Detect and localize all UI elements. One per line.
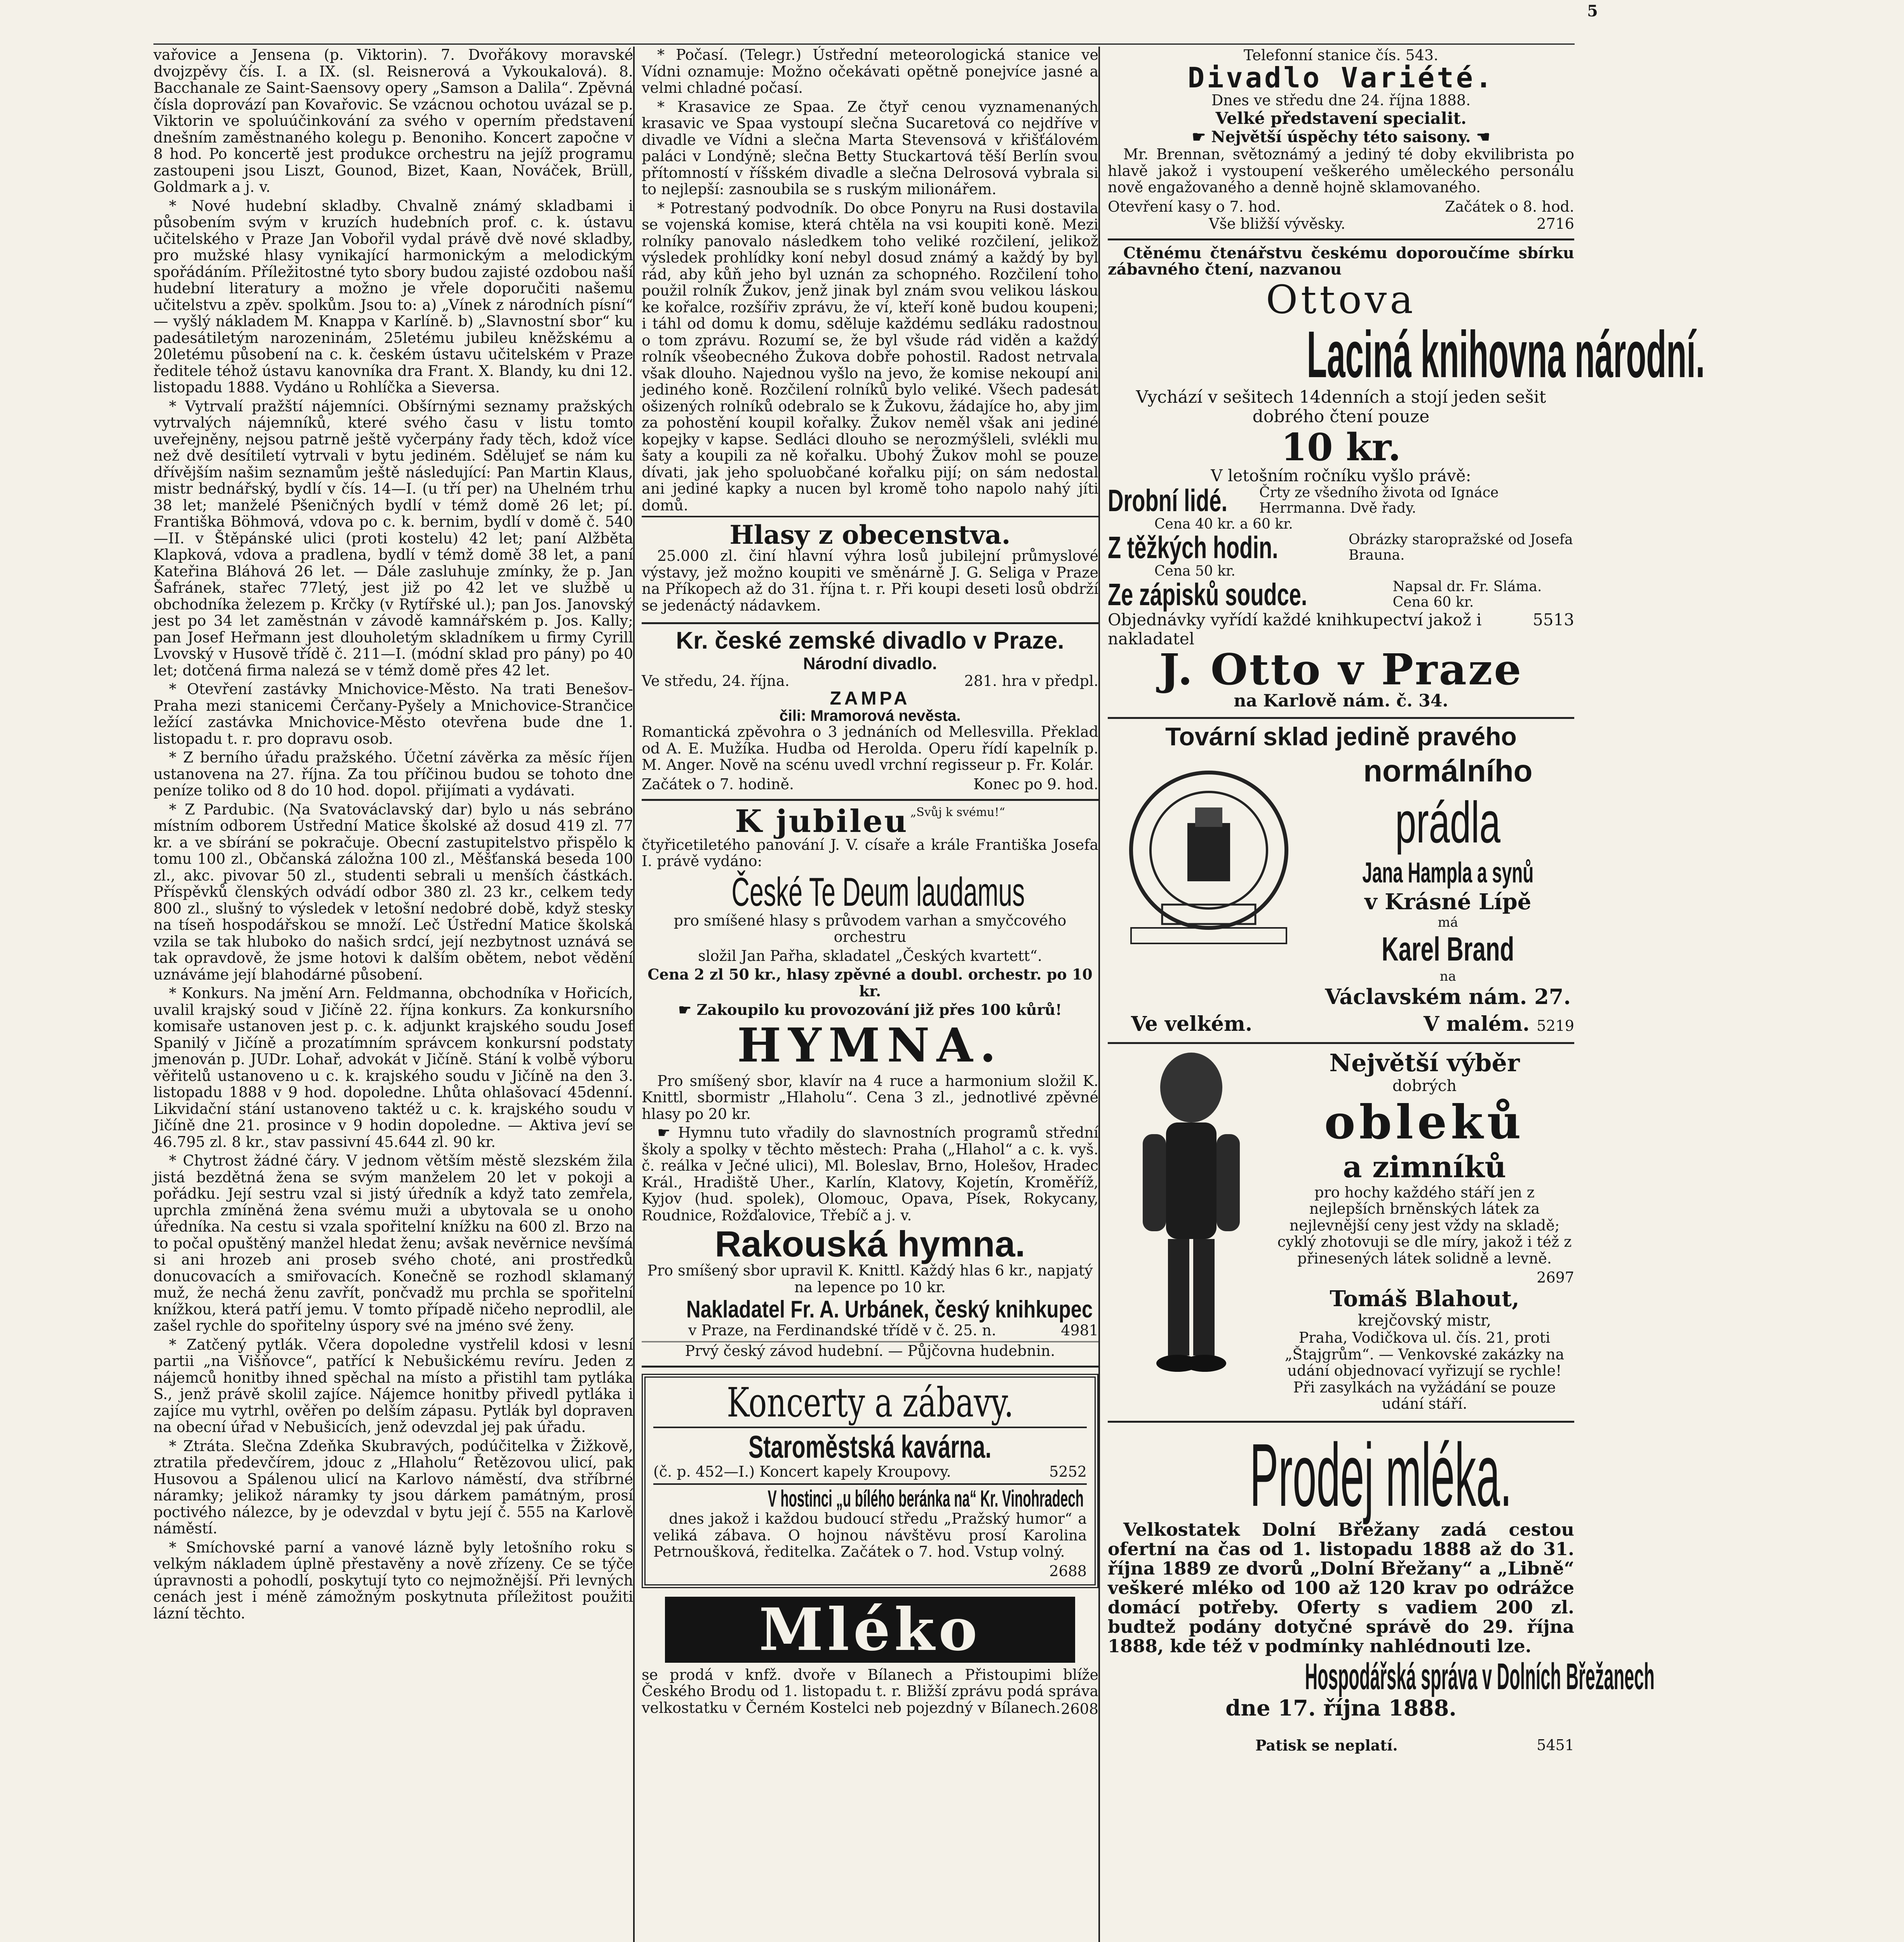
ottova-title <box>1108 317 1705 392</box>
pradlo-pradla <box>1310 789 1586 856</box>
boy-figure-icon <box>1108 1049 1275 1390</box>
article-paragraph: * Z berního úřadu pražského. Účetní závěrka za měsíc říjen ustanovena na 27. října. Za tou příčinou budou se tohoto dne peníze toliko od 8 do 10 hod. dopol. přijímati a vydávati. <box>153 749 633 799</box>
variete-start: Začátek o 8. hod. <box>1445 198 1574 215</box>
variete-phone: Telefonní stanice čís. 543. <box>1243 47 1439 64</box>
kavarna-text: (č. p. 452—I.) Koncert kapely Kroupovy. <box>653 1463 951 1480</box>
variete-success <box>1108 128 1574 146</box>
article-paragraph: vařovice a Jensena (p. Viktorin). 7. Dvořákovy moravské dvojzpěvy čís. I. a IX. (sl. Reisnerová a Vykoukalová). 8. Bacchanale ze Saint-Saensovy opery „Samson a Dalila“. Zpěvná čísla doprovází pan Kovařovic. Se vzácnou ochotou uvázal se p. Viktorin ve spoluúčinkování za svého v operním představení dnešním zaměstnaného kolegu p. Benoniho. Koncert započne v 8 hod. Po koncertě jest produkce orchestru na jejíž programu zastoupeni jsou Liszt, Gounod, Bizet, Kaan, Nováček, Brüll, Goldmark a j. v. <box>153 46 633 195</box>
mleko-title: Mléko <box>759 1595 982 1664</box>
news-swindler: * Potrestaný podvodník. Do obce Ponyru na Rusi dostavila se vojenská komise, která chtěla na vsi koupiti koně. Mezi rolníky panovalo následkem toho veliké rozčilení, jelikož výsledek prohlídky koní nebyl dosud známý a každý by byl rád, aby kůň jeho byl uznán za schopného. Rozčilení toho použil rolník Žukov, jenž jinak byl znám svou velikou láskou ke kořalce, rozšířiv zprávu, že ví, kteří koně budou koupeni; i táhl od domu k domu, sděluje každému sedláku radostnou o tom zprávu. Rozumí se, že byl všude rád viděn a každý rolník všeobecného Žukova dobře pohostil. Radost netrvala však dlouho. Najednou vyšlo na jevo, že komise nekoupí ani jediného koně. Rozčilení rolníků bylo veliké. Všech padesát ošizených rolníků odebralo se k Žukovu, žádajíce ho, aby jim za pohostění koupil kořalky. Žukov neměl však ani jediné kopejky v kapse. Sedláci dlouho se nerozmýšleli, svlékli mu šaty a koupili za ně kořalku. Ubohý Žukov mohl se pouze dívati, jak jeho spoluobčané kořalku pijí; on sám nedostal ani jediné kapky a nucen byl kromě toho napolo nahý jíti domů. <box>642 199 1098 514</box>
theatre-play-alt: čili: Mramorová nevěsta. <box>779 707 961 724</box>
jubileum-bought <box>642 1002 1098 1018</box>
theatre-ad <box>642 624 1098 801</box>
hand-icon: ☚ <box>1471 128 1490 146</box>
variete-text: Mr. Brennan, světoznámý a jediný té doby ekvilibrista po hlavě jakož i vystoupení veškerého uměleckého personálu nově engažovaného a denně hojně sklamovaného. <box>1108 146 1574 196</box>
obleku-name: Tomáš Blahout, <box>1330 1286 1519 1312</box>
koncerty-title <box>653 1379 1087 1426</box>
obleku-zim: a zimníků <box>1343 1149 1506 1184</box>
ottova-title-text: Laciná knihovna národní. <box>1307 317 1705 392</box>
ottova-book-3 <box>1108 579 1574 610</box>
prodej-date: dne 17. října 1888. <box>1225 1695 1457 1721</box>
mleko-ad <box>642 1594 1098 1718</box>
pradlo-malem: V malém. <box>1424 1012 1530 1036</box>
article-paragraph: * Nové hudební skladby. Chvalně známý skladbami i působením svým v kruzích hudebních prof. c. k. ústavu učitelského v Praze Jan Vobořil vydal právě dvě nové skladby, pro mužské hlasy vynikající harmonickým a melodickým spořádáním. Příležitostné tyto sbory budou zajisté ozdobou naší hudební literatury a možno je vřele doporučiti našemu učitelstvu a zpěv. spolkům. Jsou to: a) „Vínek z národních písní“ — vyšlý nákladem M. Knappa v Karlíně. b) „Slavnostní sbor“ ku padesátiletým narozeninám, 25letému jubileu kněžskému a 20letému působení na c. k. českém ústavu učitelském v Praze ředitele téhož ústavu kanovníka dra Frant. X. Blandy, ku dni 12. listopadu 1888. Vydáno u Rohlíčka a Sieversa. <box>153 197 633 396</box>
urbanek-name: Nakladatel Fr. A. Urbánek, český knihkupec <box>686 1296 1093 1323</box>
urbanek-publisher <box>642 1298 1098 1322</box>
pradlo-bottom-row <box>1108 1012 1574 1036</box>
prodej-sprava-text: Hospodářská správa v Dolních Břežanech <box>1305 1655 1655 1697</box>
ottova-num: 5513 <box>1533 610 1574 629</box>
top-rule <box>153 44 1575 45</box>
theatre-subtitle: Národní divadlo. <box>803 654 937 673</box>
ottova-ad <box>1108 240 1705 719</box>
prodej-num: 5451 <box>1537 1736 1574 1754</box>
obleku-big: obleků <box>1324 1095 1525 1150</box>
variete-special: Velké představení specialit. <box>1215 109 1467 128</box>
pradlo-pradla-text: prádla <box>1395 789 1501 855</box>
article-paragraph: * Ztráta. Slečna Zdeňka Skubravých, podúčitelka v Žižkově, ztratila předevčírem, jdouc z „Hlaholu“ Řetězovou ulicí, pak Husovou a Spálenou ulicí na Karlovo náměstí, dva stříbrné náramky; jelikož náramky ty jsou dárkem památným, prosí poctivého nálezce, by je odevzdal v bytu její č. 555 na Karlově náměstí. <box>153 1437 633 1537</box>
news-beauties: * Krasavice ze Spaa. Ze čtyř cenou vyznamenaných krasavic ve Spaa vystoupí slečna Sucaretová co nejdříve v divadle ve Vídni a slečna Marta Stevensová v křišťálovém paláci v Londýně; slečna Betty Stuckartová těší Berlín svou přítomností v říšském divadle a slečna Delrosová vybrala si to nejlepší: zasnoubila se s ruským milionářem. <box>642 98 1098 198</box>
rakouska-title: Rakouská hymna. <box>715 1223 1025 1264</box>
hymna-list <box>642 1124 1098 1223</box>
variete-success-text: Největší úspěchy této saisony. <box>1211 128 1471 146</box>
variete-ad <box>1108 47 1574 240</box>
prodej-ad <box>1108 1423 1655 1754</box>
urbanek-address-row <box>642 1322 1098 1339</box>
jaeger-seal-icon <box>1108 753 1310 955</box>
obleku-dobrych: dobrých <box>1392 1077 1457 1095</box>
hostinec-text: dnes jakož i každou budoucí středu „Pražský humor“ a veliká zábava. O hojnou návštěvu prosí Karolina Petrnoušková, ředitelka. Začátek o 7. hod. Vstup volný. <box>653 1510 1087 1560</box>
hymna-title: HYMNA. <box>737 1018 1003 1073</box>
prodej-patisk: Patisk se neplatí. <box>1255 1736 1398 1754</box>
prodej-title <box>1108 1425 1574 1525</box>
theatre-desc: Romantická zpěvohra o 3 jednáních od Mellesvilla. Překlad od A. E. Mužíka. Hudba od Herolda. Operu řídí kapelník p. M. Anger. Nově na scénu uvedl vrchní regisseur p. Fr. Kolár. <box>642 723 1098 773</box>
prodej-sprava <box>1108 1655 1655 1697</box>
hand-icon: ☛ <box>657 1124 678 1141</box>
article-paragraph: * Zatčený pytlák. Včera dopoledne vystřelil kdosi v lesní partii „na Višňovce“, patřící k Nebušickému revíru. Jeden z nájemců honitby ihned spěchal na místo a přistihl tam pytláka S., jenž právě skolil zajíce. Nájemce honitby přivedl pytláka i zajíce mu vytrhl, ověřen po delším zápasu. Pytlák byl dopraven na obecní úřad v Nebušicích, jenž odevzdal jej pak úřadu. <box>153 1336 633 1436</box>
ottova-order: Objednávky vyřídí každé knihkupectví jakož i nakladatel <box>1108 610 1482 648</box>
prodej-text: Velkostatek Dolní Břežany zadá cestou ofertní na čas od 1. listopadu 1888 až do 31. října 1889 ze dvorů „Dolní Břežany“ a „Libně“ veškeré mléko od 100 až 120 krav po odrážce domácí potřeby. Oferty s vadiem 200 zl. budtež podány dotyčné správě do 29. října 1888, kde též v podmínky nahlédnouti lze. <box>1108 1519 1574 1657</box>
theatre-times <box>642 776 1098 793</box>
rakouska-desc: Pro smíšený sbor upravil K. Knittl. Každý hlas 6 kr., napjatý na lepence po 10 kr. <box>647 1262 1093 1296</box>
ottova-book-1-price: Cena 40 kr. a 60 kr. <box>1154 516 1293 532</box>
hlasy-text: 25.000 zl. činí hlavní výhra losů jubilejní průmyslové výstavy, jež možno koupiti ve směnárně J. G. Seliga v Praze na Příkopech až do 31. října t. r. Při koupi deseti losů obdrží se jedenáctý nádavkem. <box>642 547 1098 614</box>
hymna-desc: Pro smíšený sbor, klavír na 4 ruce a harmonium složil K. Knittl, sbormistr „Hlaholu“. Cena 3 zl., jednotlivé zpěvné hlasy po 20 kr. <box>642 1072 1098 1122</box>
mleko-text: se prodá v knfž. dvoře v Bílanech a Přistoupimi blíže Českého Brodu od 1. listopadu t. r. Bližší zprávu podá správa velkostatku v Černém Kostelci neb pojezdný v Bílanech. <box>642 1666 1098 1716</box>
column-2 <box>633 47 1098 1942</box>
obleku-address: Praha, Vodičkova ul. čís. 21, proti „Štajgrům“. — Venkovské zakázky na udání objednovací vyřizují se rychle! Při zasylkách na vyžádání se pouze udání stáří. <box>1284 1329 1565 1412</box>
pradlo-agent <box>1310 930 1586 969</box>
hymna-list-text: Hymnu tuto vřadily do slavnostních programů střední školy a spolky v těchto městech: Praha („Hlahol“ a c. k. vyš. č. reálka v Ječné ulici), Ml. Boleslav, Brno, Holešov, Hradec Král., Hradiště Uher., Karlín, Klatovy, Kojetín, Kroměříž, Kyjov (hud. spolek), Olomouc, Opava, Písek, Rokycany, Roudnice, Rožďalovice, Třebíč a j. v. <box>642 1124 1098 1224</box>
obleku-text <box>1275 1049 1574 1415</box>
ottova-publisher: J. Otto v Praze <box>1159 644 1523 694</box>
obleku-top: Největší výběr <box>1329 1048 1520 1077</box>
obleku-trade: krejčovský mistr, <box>1358 1312 1492 1329</box>
variete-times <box>1108 198 1574 215</box>
variete-more: Vše bližší vývěsky. <box>1209 215 1345 232</box>
hlasy-title: Hlasy z obecenstva. <box>729 520 1011 550</box>
pradlo-body <box>1108 753 1574 1009</box>
article-paragraph: * Konkurs. Na jmění Arn. Feldmanna, obchodníka v Hořicích, uvalil krajský soud v Jičíně 22. října konkurs. Za konkursního komisaře ustanoven jest p. c. k. adjunkt krajského soudu Josef Spanilý v Jičíně a prozatímním správcem konkursní podstaty jmenován p. JUDr. Lohař, advokát v Jičíně. Stání k volbě výboru věřitelů ustanoveno u c. k. krajského soudu v Jičíně na den 3. listopadu 1888 v 9 hod. dopoledne. Lhůta ohlašovací 45denní. Likvidační stání ustanoveno taktéž u c. k. krajského soudu v Jičíně dne 21. prosince v 9 hodin dopoledne. — Aktiva jeví se 46.795 zl. 8 kr., stav passivní 45.644 zl. 90 kr. <box>153 985 633 1150</box>
jubileum-composer: složil Jan Pařha, skladatel „Českých kvartett“. <box>698 947 1042 964</box>
hostinec-title-text: V hostinci „u bílého beránka na“ Kr. Vinohradech <box>768 1486 1084 1512</box>
jubileum-intro: čtyřicetiletého panování J. V. císaře a krále Františka Josefa I. právě vydáno: <box>642 836 1098 870</box>
prodej-footer <box>1108 1737 1574 1754</box>
pradlo-address: Václavském nám. 27. <box>1325 984 1571 1009</box>
pradlo-ad <box>1108 719 1574 1044</box>
ottova-name: Ottova <box>1266 277 1416 322</box>
hostinec-num: 2688 <box>1049 1562 1087 1580</box>
theatre-performance: 281. hra v předpl. <box>964 672 1098 689</box>
urbanek-address: v Praze, na Ferdinandské třídě v č. 25. n. <box>688 1322 996 1339</box>
variete-num: 2716 <box>1537 215 1574 232</box>
pradlo-text <box>1310 753 1586 1009</box>
pradlo-malem-group <box>1424 1012 1574 1036</box>
ottova-book-2-title: Z těžkých hodin. <box>1108 530 1278 565</box>
pradlo-city: v Krásné Lípě <box>1364 889 1532 915</box>
column-3 <box>1098 47 1705 1942</box>
jubileum-title: K jubileu <box>735 802 908 839</box>
theatre-start: Začátek o 7. hodině. <box>642 775 794 793</box>
hostinec-title <box>653 1483 1087 1510</box>
variete-open: Otevření kasy o 7. hod. <box>1108 198 1281 215</box>
kavarna-row <box>653 1463 1087 1480</box>
obleku-ad <box>1108 1044 1574 1423</box>
variete-title: Divadlo Variété. <box>1187 61 1495 94</box>
prodej-title-text: Prodej mléka. <box>1250 1425 1512 1525</box>
theatre-end: Konec po 9. hod. <box>973 775 1098 793</box>
column-1 <box>153 47 633 1942</box>
ottova-book-2-desc: Obrázky staropražské od Josefa Brauna. <box>1349 531 1573 563</box>
hand-icon: ☛ <box>1192 128 1211 146</box>
ottova-price: 10 kr. <box>1281 425 1401 469</box>
ottova-book-3-title: Ze zápisků soudce. <box>1108 577 1307 612</box>
ottova-book-1-title: Drobní lidé. <box>1108 483 1227 518</box>
article-paragraph: * Chytrost žádné čáry. V jednom větším městě slezském žila jistá bezdětná žena se svým manželem 20 let v pokoji a pořádku. Její sestru vzal si jistý úředník a když tato zemřela, uprchla zmíněná žena svému muži a ubytovala se u onoho úředníka. Na cestu si vzala spořitelní knížku na 600 zl. Brzo na to počal opuštěný manžel hledat ženu; avšak nevěrnice nevšímá si ani hrozeb ani proseb svého choté, ani prostředků donucovacích a smiřovacích. Konečně se rozhodl sklamaný muž, že nechá ženu zavřít, pončvadž mu prchla se spořitelní knížkou, která patří jemu. V tomto případě ničeho neprodlil, ale zašel rychle do spořitelny úspory své na jméno své ženy. <box>153 1152 633 1334</box>
te-deum-text: České Te Deum laudamus <box>731 869 1025 915</box>
ottova-intro: Ctěnému čtenářstvu českému doporoučíme sbírku zábavného čtení, nazvanou <box>1108 244 1574 278</box>
pradlo-agent-text: Karel Brand <box>1382 930 1514 968</box>
ottova-vyslo: V letošním ročníku vyšlo právě: <box>1211 466 1471 485</box>
kavarna-title-text: Staroměstská kavárna. <box>748 1429 992 1465</box>
jubileum-bought-text: Zakoupilo ku provozování již přes 100 kůrů! <box>696 1001 1062 1018</box>
pradlo-title: Tovární sklad jedině pravého <box>1165 722 1517 751</box>
variete-more-row <box>1108 215 1574 232</box>
obleku-num: 2697 <box>1537 1269 1574 1286</box>
ottova-book-3-desc: Napsal dr. Fr. Sláma. Cena 60 kr. <box>1392 578 1542 610</box>
ottova-order-row <box>1108 610 1574 648</box>
urbanek-number: 4981 <box>1061 1322 1098 1339</box>
obleku-desc: pro hochy každého stáří jen z nejlepších brněnských látek za nejlevnější ceny jest vždy na skladě; cyklý zhotovuji se dle míry, jakož i též z přinesených látek solidně a levně. <box>1277 1183 1572 1267</box>
mleko-num: 2608 <box>1061 1700 1098 1718</box>
theatre-play: ZAMPA <box>830 688 910 709</box>
mleko-banner <box>665 1597 1075 1663</box>
article-paragraph: * Otevření zastávky Mnichovice-Město. Na trati Benešov-Praha mezi stanicemi Čerčany-Pyšely a Mnichovice-Strančice ležící zastávka Mnichovice-Město otevřena bude dne 1. listopadu t. r. pro dopravu osob. <box>153 680 633 747</box>
article-paragraph: * Smíchovské parní a vanové lázně byly letošního roku s velkým nákladem úplně přestavěny a nově zřízeny. Ce se týče úpravnosti a pohodlí, poskytují tyto co nejmožnější. Při levných cenách jest i méně zámožným poskytnuta příležitost použiti lázní těchto. <box>153 1538 633 1622</box>
ottova-desc: Vychází v sešitech 14denních a stojí jeden sešit dobrého čtení pouze <box>1136 387 1546 426</box>
pradlo-ma: má <box>1438 914 1458 930</box>
koncerty-title-text: Koncerty a zábavy. <box>726 1379 1014 1426</box>
theatre-date: Ve středu, 24. října. <box>642 672 790 689</box>
variete-date: Dnes ve středu dne 24. října 1888. <box>1211 92 1471 109</box>
ottova-book-1-desc: Črty ze všedního života od Ignáce Herrmanna. Dvě řady. <box>1259 484 1499 516</box>
jubileum-voices: pro smíšené hlasy s průvodem varhan a smyčcového orchestru <box>674 912 1067 945</box>
theatre-title: Kr. české zemské divadlo v Praze. <box>676 627 1064 654</box>
pradlo-firm <box>1310 856 1586 889</box>
article-paragraph: * Vytrvalí pražští nájemníci. Obšírnými seznamy pražských vytrvalých nájemníků, které svého času v listu tomto uveřejněny, nejsou patrně ještě vyčerpány řady těch, kdož více než dvě desítiletí vytrvali v bytu jediném. Sdělujeť se nám ku dřívějším našim seznamům ještě následující: Pan Martin Klaus, mistr bednářský, bydlí v čís. 14—I. (u tří per) na Uhelném trhu 38 let; manželé Pšeničných bydlí v témž domě 26 let; pí. Františka Böhmová, vdova po c. k. bernim, bydlí v domě č. 540—II. v Štěpánské ulici (proti kostelu) 42 let; paní Alžběta Klapková, vdova a pradlena, bydlí v témž domě 38 let, a paní Kateřina Bláhová 26 let. — Dále zasluhuje zmínky, že p. Jan Šafránek, stařec 77letý, jest již po 42 let ve službě u obchodníka železem p. Krčky (v Rytířské ul.); pan Jos. Janovský jest po 34 let zaměstnán v závodě kamnářském p. Jos. Kally; pan Josef Heřmann jest dlouholetým skladníkem u firmy Cyrill Lvovský v Husově třídě č. 211—I. (módní sklad pro pány) po 40 let; dotčená firma nalezá se v témž domě přes 42 let. <box>153 397 633 679</box>
hlasy-section <box>642 516 1098 624</box>
pradlo-num: 5219 <box>1537 1017 1574 1034</box>
jubileum-price: Cena 2 zl 50 kr., hlasy zpěvné a doubl. orchestr. po 10 kr. <box>647 966 1093 1000</box>
hand-icon: ☛ <box>678 1001 697 1018</box>
ottova-book-1 <box>1108 485 1574 516</box>
ottova-book-2 <box>1108 532 1574 563</box>
jubileum-note: „Svůj k svému!“ <box>910 805 1005 819</box>
page-number: 5 <box>1587 2 1598 20</box>
article-paragraph: * Z Pardubic. (Na Svatováclavský dar) bylo u nás sebráno místním odborem Ústřední Matice školské až dosud 419 zl. 77 kr. a ve sbírání se pokračuje. Obecní zastupitelstvo přispělo k tomu 100 zl., Občanská záložna 100 zl., Měšťanská beseda 100 zl., akc. pivovar 50 zl., studenti sebrali u menších částkách. Příspěvků členských odvádí odbor 380 zl. 23 kr., celkem tedy 800 zl., slušný to výsledek v letošní nedobré době, když stesky na tíseň hospodářskou se množí. Leč Ústřední Matice školská vzila se tak hluboko do našich srdcí, její nezbytnost uznává se tak opravdově, že jsme hotovi k dalším obětem, nebot vědění uznáváme její blahodárné působení. <box>153 800 633 983</box>
koncerty-ad <box>642 1374 1098 1588</box>
kavarna-num: 5252 <box>1049 1463 1087 1480</box>
pradlo-normal: normálního <box>1363 753 1533 788</box>
kavarna-title <box>653 1427 1087 1463</box>
pradlo-velkem: Ve velkém. <box>1131 1012 1253 1036</box>
jubileum-ad <box>642 801 1098 1368</box>
ottova-address: na Karlově nám. č. 34. <box>1234 691 1448 711</box>
obleku-body <box>1108 1049 1574 1415</box>
pradlo-firm-text: Jana Hampla a synů <box>1362 856 1534 889</box>
ottova-book-2-price: Cena 50 kr. <box>1154 563 1236 579</box>
news-weather: * Počasí. (Telegr.) Ústřední meteorologická stanice ve Vídni oznamuje: Možno očekávati opětně ponejvíce jasné a velmi chladné počasí. <box>642 46 1098 96</box>
urbanek-footer: Prvý český závod hudební. — Půjčovna hudebnin. <box>642 1341 1098 1359</box>
pradlo-na: na <box>1439 968 1456 984</box>
te-deum-title <box>642 869 1098 915</box>
theatre-date-row <box>642 672 1098 689</box>
